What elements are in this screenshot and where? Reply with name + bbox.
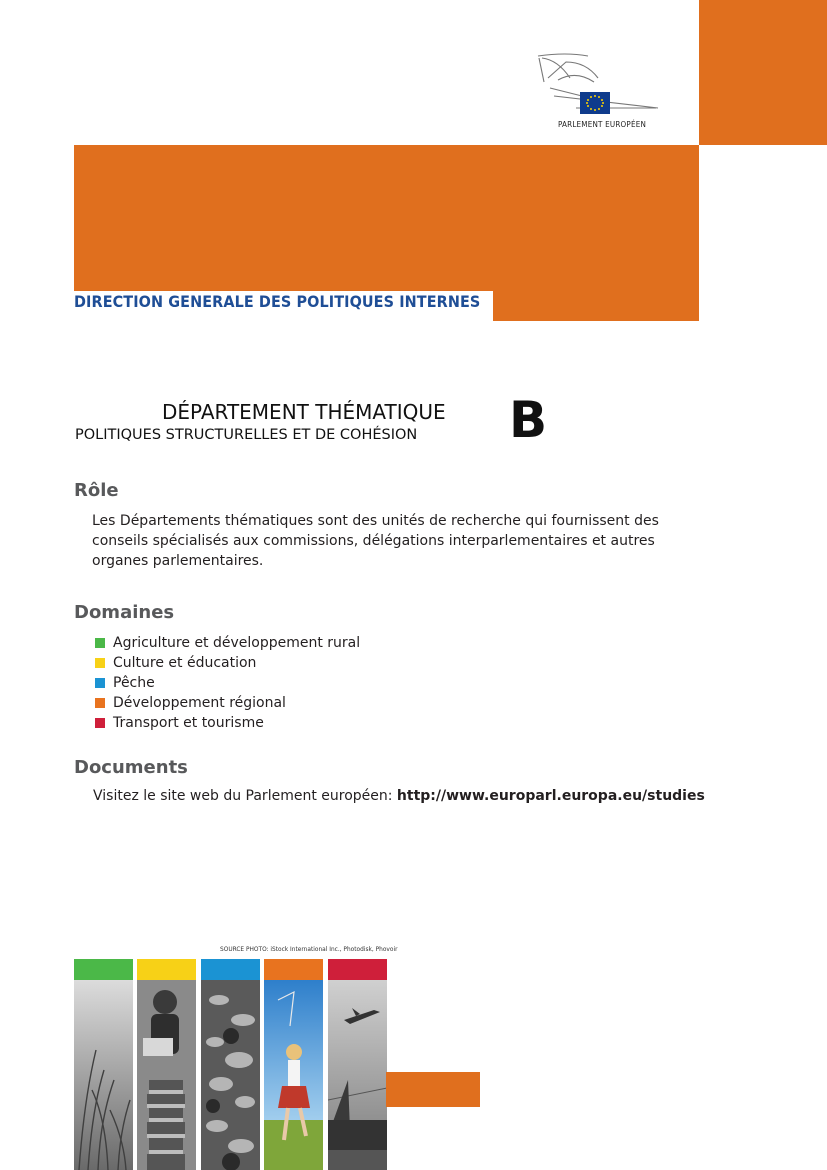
direction-title: DIRECTION GENERALE DES POLITIQUES INTERNES (74, 292, 481, 311)
photo-girl-field (264, 980, 323, 1170)
square-bullet-icon (95, 698, 105, 708)
studies-link[interactable]: http://www.europarl.europa.eu/studies (396, 788, 705, 804)
domain-item-peche (95, 673, 360, 693)
photo-credit: SOURCE PHOTO: iStock International Inc., Photodisk, Phovoir (220, 945, 398, 953)
domain-item-agriculture (95, 633, 360, 653)
color-bar-transport (328, 959, 387, 980)
domain-label: Culture et éducation (113, 655, 257, 671)
documents-heading: Documents (74, 757, 188, 778)
square-bullet-icon (95, 638, 105, 648)
department-subtitle: POLITIQUES STRUCTURELLES ET DE COHÉSION (75, 427, 418, 443)
role-heading: Rôle (74, 480, 119, 501)
square-bullet-icon (95, 718, 105, 728)
photo-fish (201, 980, 260, 1170)
square-bullet-icon (95, 658, 105, 668)
logo-text: PARLEMENT EUROPÉEN (558, 120, 647, 129)
color-bar-agriculture (74, 959, 133, 980)
header-orange-band-tab (493, 291, 699, 321)
domain-item-regional (95, 693, 360, 713)
header-orange-band (74, 145, 699, 291)
documents-text (93, 788, 705, 804)
domain-item-transport (95, 713, 360, 733)
color-bar-regional (264, 959, 323, 980)
domains-heading: Domaines (74, 602, 175, 623)
role-text: Les Départements thématiques sont des unités de recherche qui fournissent des conseils spécialisés aux commissions, délégations interparlementaires et autres organes parlementaires. (92, 513, 659, 569)
photo-grass (74, 980, 133, 1170)
documents-label: Visitez le site web du Parlement européen: (93, 788, 397, 804)
department-letter: B (509, 391, 548, 449)
color-bar-culture (137, 959, 196, 980)
color-bar-peche (201, 959, 260, 980)
domain-label: Transport et tourisme (113, 715, 264, 731)
square-bullet-icon (95, 678, 105, 688)
top-right-orange-block (699, 0, 827, 145)
domain-label: Pêche (113, 675, 155, 691)
department-title: DÉPARTEMENT THÉMATIQUE (162, 400, 446, 424)
domains-list (95, 633, 360, 733)
photo-child-reading (137, 980, 196, 1170)
photo-plane-ship (328, 980, 387, 1170)
domain-label: Développement régional (113, 695, 286, 711)
domain-item-culture (95, 653, 360, 673)
domain-label: Agriculture et développement rural (113, 635, 361, 651)
bottom-orange-block (386, 1072, 480, 1107)
